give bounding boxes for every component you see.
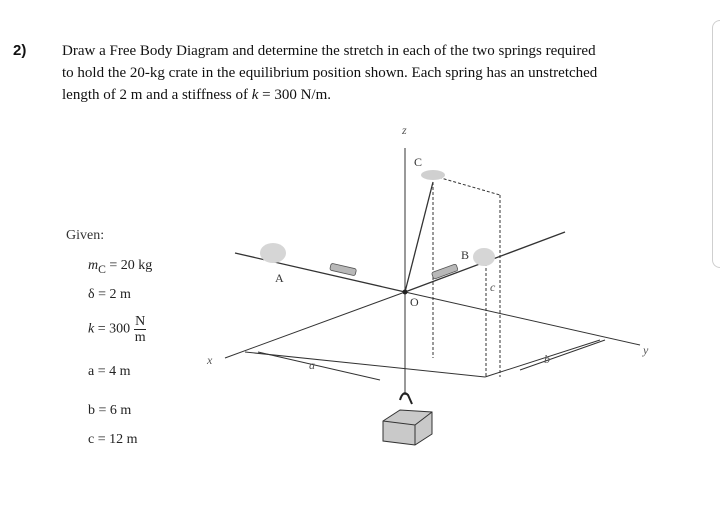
spring-a-coil xyxy=(330,263,357,276)
dim-c-label: c xyxy=(490,280,496,294)
y-axis xyxy=(405,292,640,345)
mass-value: = 20 kg xyxy=(105,258,153,273)
support-b xyxy=(473,248,495,266)
dim-line-a xyxy=(258,352,380,380)
given-c: c = 12 m xyxy=(88,432,138,447)
stiffness-symbol: k xyxy=(251,87,259,103)
cable-oa xyxy=(235,253,405,292)
k-symbol: k xyxy=(88,321,95,337)
axes xyxy=(225,148,640,395)
problem-line-1: Draw a Free Body Diagram and determine the stretch in each of the two springs required xyxy=(62,43,596,59)
dim-line-b xyxy=(520,340,605,370)
origin-label: O xyxy=(410,295,419,309)
axis-x-label: x xyxy=(207,353,213,367)
spring-a xyxy=(330,263,357,276)
cable-oc xyxy=(405,182,433,292)
hook-icon xyxy=(400,393,412,404)
axis-z-label: z xyxy=(402,123,407,137)
crate xyxy=(383,410,432,445)
problem-line-3b: = 300 N/m. xyxy=(258,87,332,103)
question-number: 2) xyxy=(13,42,27,59)
mass-subscript: C xyxy=(98,262,106,276)
k-unit-numerator: N xyxy=(135,314,146,329)
given-b: b = 6 m xyxy=(88,403,132,418)
given-heading: Given: xyxy=(66,228,105,243)
point-c-label: C xyxy=(414,155,423,169)
point-a-label: A xyxy=(275,271,284,285)
k-value: = 300 xyxy=(94,321,131,337)
dim-b-label: b xyxy=(544,352,550,366)
support-c xyxy=(421,170,445,180)
c-projection xyxy=(434,176,500,195)
dim-a-label: a xyxy=(309,358,315,372)
k-unit-denominator: m xyxy=(134,330,146,345)
ground-line-x xyxy=(245,352,485,377)
problem-line-3a: length of 2 m and a stiffness of xyxy=(62,87,252,103)
origin-point xyxy=(403,290,408,295)
ground-line-y xyxy=(485,340,600,377)
problem-line-2: to hold the 20-kg crate in the equilibrium position shown. Each spring has an unstretched xyxy=(62,65,598,81)
axis-y-label: y xyxy=(643,343,649,357)
given-delta: δ = 2 m xyxy=(88,287,131,302)
given-a: a = 4 m xyxy=(88,364,131,379)
point-b-label: B xyxy=(461,248,470,262)
x-axis xyxy=(225,292,405,358)
crate-body xyxy=(383,410,432,445)
mass-symbol: m xyxy=(88,258,99,273)
support-a xyxy=(260,243,286,263)
